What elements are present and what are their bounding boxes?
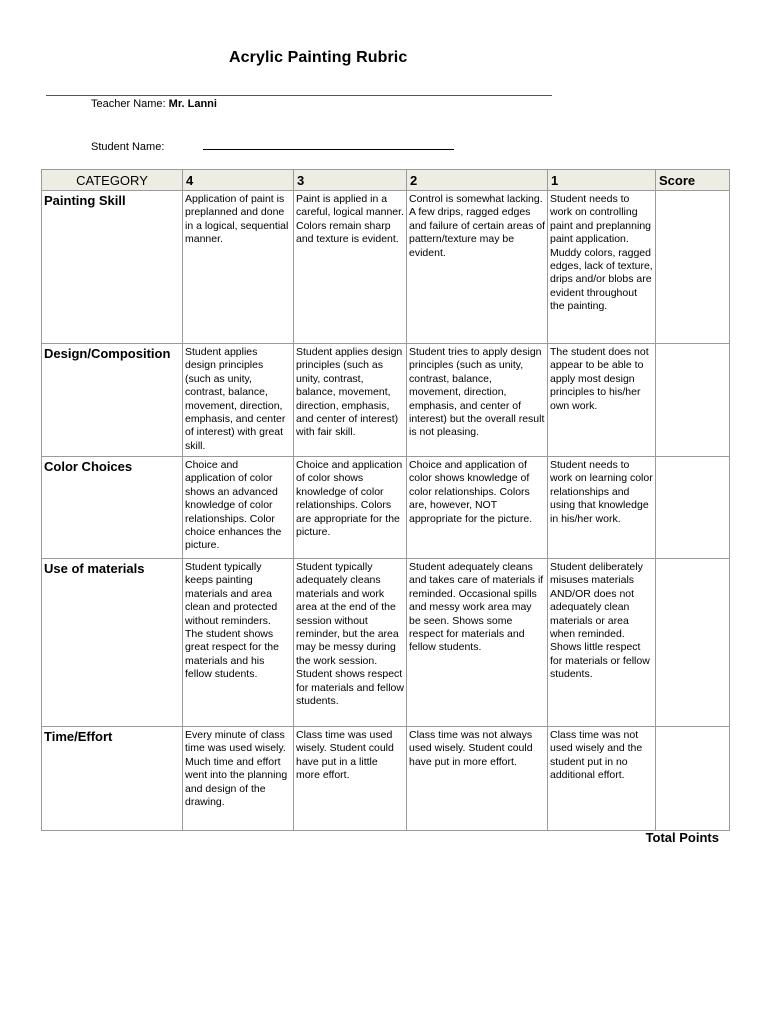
student-label: Student Name: — [91, 141, 165, 153]
level-3-cell: Paint is applied in a careful, logical manner. Colors remain sharp and texture is evident. — [294, 191, 407, 344]
header-level-1: 1 — [548, 170, 656, 191]
row-category: Painting Skill — [42, 191, 183, 344]
header-level-4: 4 — [183, 170, 294, 191]
level-2-cell: Class time was not always used wisely. Student could have put in more effort. — [407, 727, 548, 831]
level-1-cell: Student deliberately misuses materials AND/OR does not adequately clean materials or area when reminded. Shows little respect for materials or fellow students. — [548, 559, 656, 727]
score-cell[interactable] — [656, 457, 730, 559]
level-2-cell: Student adequately cleans and takes care of materials if reminded. Occasional spills and messy work area may be seen. Shows some respect for materials and fellow students. — [407, 559, 548, 727]
header-level-2: 2 — [407, 170, 548, 191]
level-4-cell: Choice and application of color shows an advanced knowledge of color relationships. Color choice enhances the picture. — [183, 457, 294, 559]
teacher-label: Teacher Name: — [91, 98, 166, 110]
page-title: Acrylic Painting Rubric — [229, 49, 408, 66]
level-4-cell: Every minute of class time was used wisely. Much time and effort went into the planning and design of the drawing. — [183, 727, 294, 831]
level-3-cell: Class time was used wisely. Student could have put in a little more effort. — [294, 727, 407, 831]
score-cell[interactable] — [656, 727, 730, 831]
level-3-cell: Student applies design principles (such as unity, contrast, balance, movement, direction, emphasis, and center of interest) with fair skill. — [294, 344, 407, 457]
row-category: Design/Composition — [42, 344, 183, 457]
student-name-line — [91, 141, 454, 153]
row-category: Use of materials — [42, 559, 183, 727]
level-3-cell: Student typically adequately cleans materials and work area at the end of the session without reminder, but the area may be messy during the work session. Student shows respect for materials and fellow students. — [294, 559, 407, 727]
level-4-cell: Application of paint is preplanned and done in a logical, sequential manner. — [183, 191, 294, 344]
teacher-name-line — [91, 98, 217, 110]
level-1-cell: Student needs to work on learning color relationships and using that knowledge in his/her work. — [548, 457, 656, 559]
level-2-cell: Choice and application of color shows knowledge of color relationships. Colors are, however, NOT appropriate for the picture. — [407, 457, 548, 559]
header-divider — [46, 95, 552, 96]
row-category: Color Choices — [42, 457, 183, 559]
table-row — [42, 191, 730, 344]
level-2-cell: Control is somewhat lacking. A few drips, ragged edges and failure of certain areas of pattern/texture may be evident. — [407, 191, 548, 344]
level-1-cell: The student does not appear to be able to apply most design principles to his/her own work. — [548, 344, 656, 457]
header-level-3: 3 — [294, 170, 407, 191]
rubric-table — [41, 169, 730, 831]
student-name-blank — [203, 141, 454, 150]
score-cell[interactable] — [656, 191, 730, 344]
teacher-name: Mr. Lanni — [168, 98, 217, 110]
table-row — [42, 457, 730, 559]
level-3-cell: Choice and application of color shows knowledge of color relationships. Colors are appropriate for the picture. — [294, 457, 407, 559]
table-row — [42, 344, 730, 457]
score-cell[interactable] — [656, 344, 730, 457]
row-category: Time/Effort — [42, 727, 183, 831]
score-cell[interactable] — [656, 559, 730, 727]
header-row — [42, 170, 730, 191]
table-row — [42, 559, 730, 727]
table-row — [42, 727, 730, 831]
header-category: CATEGORY — [42, 170, 183, 191]
level-2-cell: Student tries to apply design principles (such as unity, contrast, balance, movement, direction, emphasis, and center of interest) but the overall result is not pleasing. — [407, 344, 548, 457]
header-score: Score — [656, 170, 730, 191]
level-1-cell: Student needs to work on controlling paint and preplanning paint application. Muddy colors, ragged edges, lack of texture, drips and/or blobs are evident throughout the painting. — [548, 191, 656, 344]
level-4-cell: Student applies design principles (such as unity, contrast, balance, movement, direction, emphasis, and center of interest) with great skill. — [183, 344, 294, 457]
level-4-cell: Student typically keeps painting materials and area clean and protected without reminders. The student shows great respect for the materials and his fellow students. — [183, 559, 294, 727]
total-points-label: Total Points — [645, 830, 719, 845]
level-1-cell: Class time was not used wisely and the student put in no additional effort. — [548, 727, 656, 831]
